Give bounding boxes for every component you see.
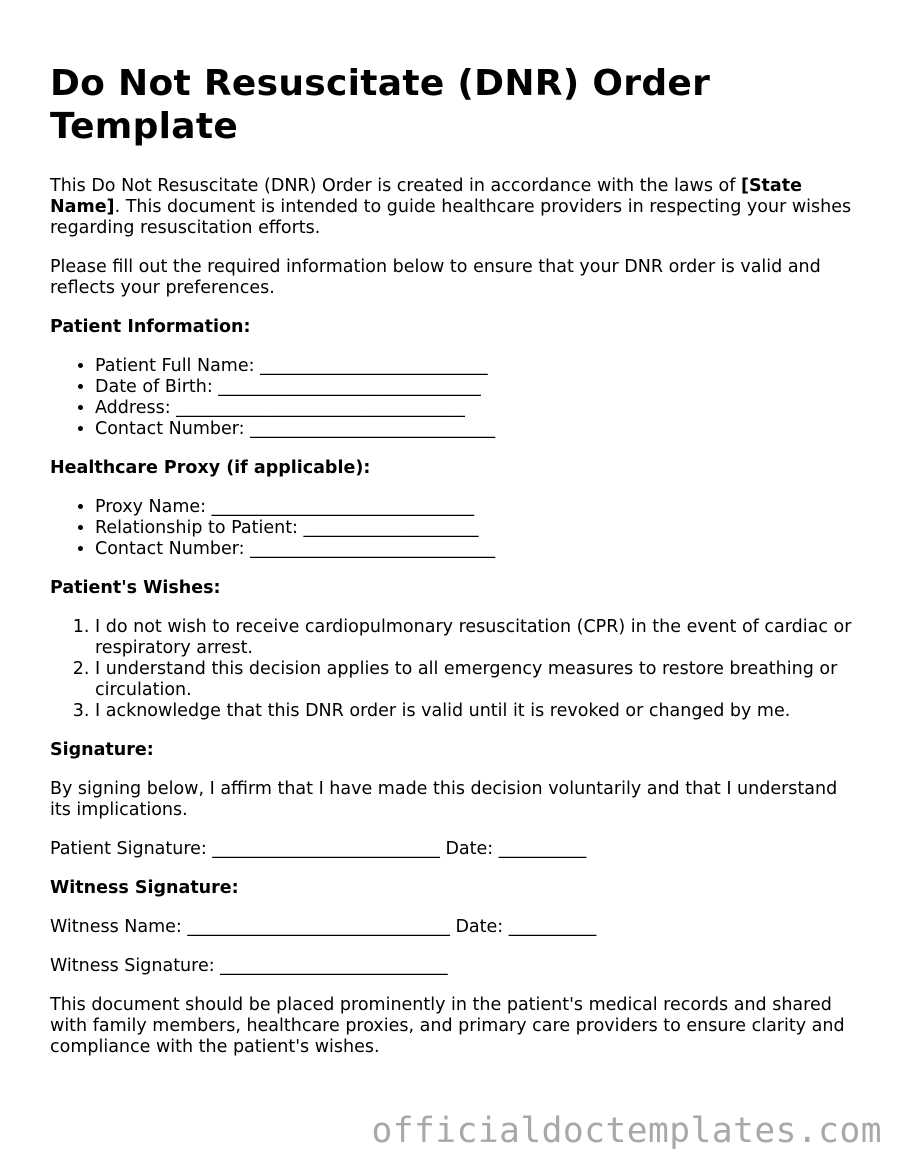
witness-name-line: Witness Name: ______________________________ Date: __________	[50, 917, 597, 937]
proxy-contact-number-field: • Contact Number: ____________________________	[95, 539, 860, 560]
patient-wishes-list	[50, 617, 860, 722]
relationship-field: • Relationship to Patient: ____________________	[95, 518, 860, 539]
closing-paragraph: This document should be placed prominently in the patient's medical records and shared with family members, healthcare proxies, and primary care providers to ensure clarity and compliance with the patient's wishes.	[50, 995, 845, 1057]
witness-heading: Witness Signature:	[50, 878, 239, 898]
patient-contact-number-field: • Contact Number: ____________________________	[95, 419, 860, 440]
document-page	[50, 62, 860, 1058]
intro-text-part2: . This document is intended to guide healthcare providers in respecting your wishes regarding resuscitation efforts.	[50, 197, 852, 238]
patient-full-name-field: • Patient Full Name: __________________________	[95, 356, 860, 377]
healthcare-proxy-list	[50, 497, 860, 560]
state-name-placeholder: [State Name]	[50, 176, 802, 217]
watermark-text: officialdoctemplates.com	[371, 1111, 882, 1151]
proxy-name-field: • Proxy Name: ______________________________	[95, 497, 860, 518]
wish-item: 1. I do not wish to receive cardiopulmonary resuscitation (CPR) in the event of cardiac or respiratory arrest.	[95, 617, 860, 659]
patient-info-list	[50, 356, 860, 440]
patient-signature-line: Patient Signature: __________________________ Date: __________	[50, 839, 587, 859]
wish-item: 2. I understand this decision applies to all emergency measures to restore breathing or circulation.	[95, 659, 860, 701]
patient-wishes-heading: Patient's Wishes:	[50, 578, 221, 598]
address-field: • Address: _________________________________	[95, 398, 860, 419]
document-title: Do Not Resuscitate (DNR) Order Template	[50, 63, 711, 147]
intro-paragraph	[50, 176, 860, 239]
patient-info-heading: Patient Information:	[50, 317, 251, 337]
healthcare-proxy-heading: Healthcare Proxy (if applicable):	[50, 458, 371, 478]
signature-heading: Signature:	[50, 740, 154, 760]
signature-affirmation: By signing below, I affirm that I have made this decision voluntarily and that I understand its implications.	[50, 779, 838, 820]
date-of-birth-field: • Date of Birth: ______________________________	[95, 377, 860, 398]
witness-signature-line: Witness Signature: __________________________	[50, 956, 448, 976]
intro-text-part1: This Do Not Resuscitate (DNR) Order is created in accordance with the laws of	[50, 176, 741, 196]
instructions-paragraph: Please fill out the required information below to ensure that your DNR order is valid and reflects your preferences.	[50, 257, 821, 298]
wish-item: 3. I acknowledge that this DNR order is valid until it is revoked or changed by me.	[95, 701, 860, 722]
